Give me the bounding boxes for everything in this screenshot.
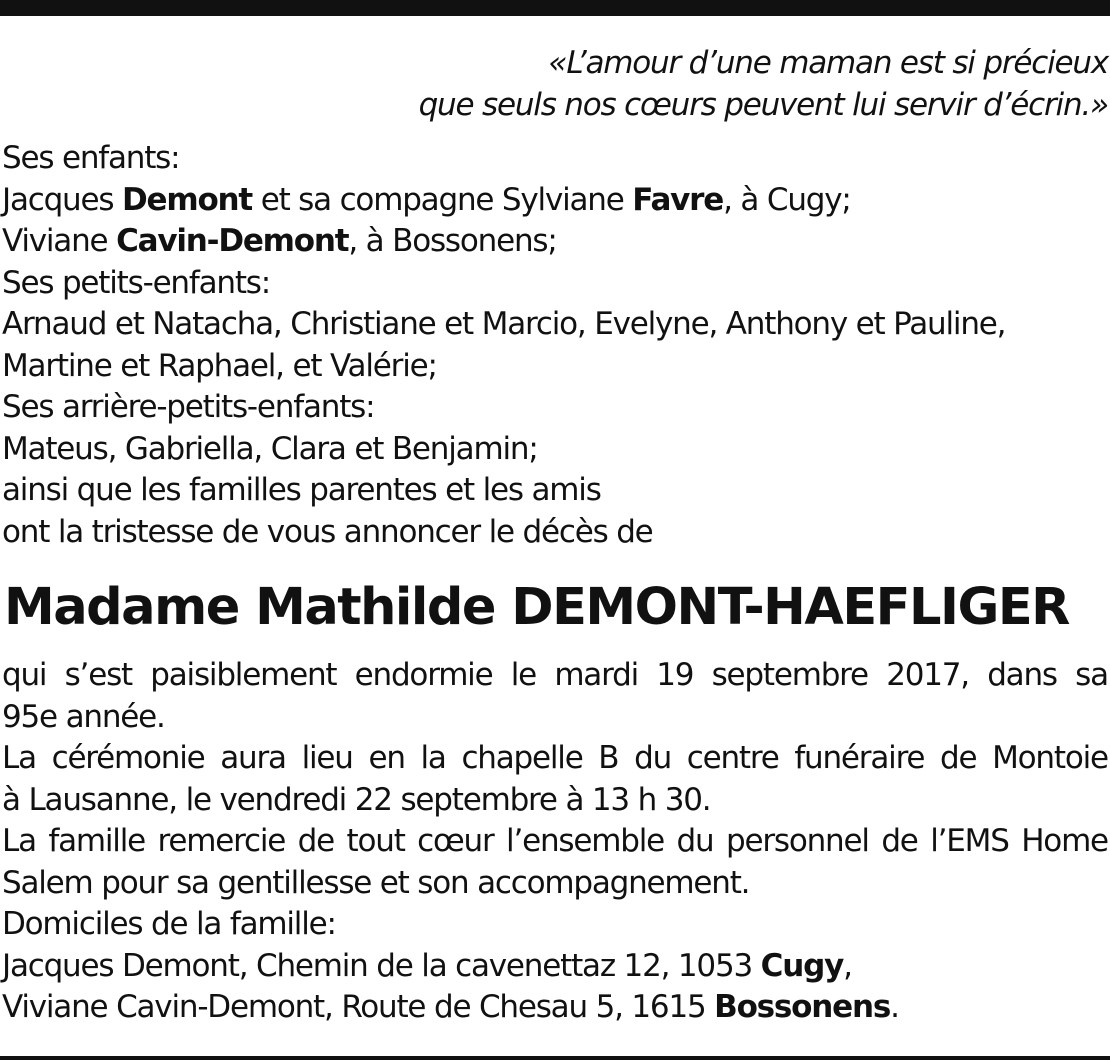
- domicile-1-town: Cugy: [760, 947, 844, 984]
- passing-line-2: 95e année.: [2, 698, 165, 735]
- epigraph-line-1: «L’amour d’une maman est si précieux: [548, 45, 1108, 81]
- domicile-2-address: Viviane Cavin-Demont, Route de Chesau 5, 1615: [2, 989, 715, 1025]
- domiciles-heading: Domiciles de la famille:: [2, 906, 336, 942]
- word: La: [2, 740, 36, 776]
- child-1-place: , à Cugy;: [723, 181, 851, 218]
- word: dans: [987, 657, 1057, 693]
- details-block: [2, 655, 1108, 1029]
- word: 2017,: [886, 657, 969, 693]
- grandchildren-line-1: Arnaud et Natacha, Christiane et Marcio, Evelyne, Anthony et Pauline,: [2, 306, 1006, 342]
- child-1-first-name: Jacques: [2, 181, 114, 218]
- epigraph-quote: [8, 42, 1108, 126]
- grandchildren-line-2: Martine et Raphael, et Valérie;: [2, 347, 437, 384]
- word: La: [2, 823, 36, 859]
- word: du: [676, 823, 714, 859]
- child-1-last-name: Demont: [122, 181, 253, 218]
- child-1-partner-text: et sa compagne Sylviane: [260, 181, 624, 218]
- great-grandchildren-heading: Ses arrière-petits-enfants:: [2, 389, 375, 425]
- word: sa: [1075, 657, 1108, 693]
- child-1-partner-last-name: Favre: [632, 181, 724, 218]
- word: de: [881, 823, 918, 859]
- word: 19: [656, 657, 694, 693]
- word: la: [420, 740, 446, 776]
- domicile-2-punct: .: [890, 989, 899, 1025]
- relatives-line: ainsi que les familles parentes et les amis: [2, 472, 601, 508]
- epigraph-line-2: que seuls nos cœurs peuvent lui servir d’écrin.»: [418, 87, 1108, 123]
- word: septembre: [711, 657, 868, 693]
- thanks-line-1: [2, 821, 1108, 863]
- bottom-border: [0, 1056, 1110, 1060]
- grandchildren-heading: Ses petits-enfants:: [2, 264, 270, 301]
- domicile-2-town: Bossonens: [714, 989, 891, 1025]
- word: remercie: [157, 823, 286, 859]
- passing-line-1: [2, 655, 1108, 697]
- word: chapelle: [461, 740, 583, 776]
- word: Home: [1021, 823, 1108, 859]
- child-2-line: [2, 221, 1108, 263]
- word: B: [598, 740, 619, 776]
- word: centre: [686, 740, 779, 776]
- domicile-1: [2, 946, 1108, 988]
- announcement-line: ont la tristesse de vous annoncer le décès de: [2, 513, 653, 550]
- word: tout: [346, 823, 405, 859]
- word: endormie: [354, 657, 493, 693]
- word: du: [634, 740, 672, 776]
- word: cérémonie: [51, 740, 205, 776]
- word: l’ensemble: [506, 823, 665, 859]
- word: de: [297, 823, 335, 859]
- word: de: [940, 740, 977, 776]
- word: mardi: [554, 657, 638, 693]
- domicile-2: [2, 987, 1108, 1029]
- word: l’EMS: [930, 823, 1009, 859]
- word: lieu: [301, 740, 353, 776]
- word: personnel: [726, 823, 869, 859]
- children-heading: Ses enfants:: [2, 140, 180, 176]
- word: le: [510, 657, 537, 693]
- word: s’est: [64, 657, 132, 693]
- child-2-last-name: Cavin-Demont: [116, 223, 349, 259]
- top-border: [0, 0, 1110, 16]
- ceremony-line-1: [2, 738, 1108, 780]
- family-list: [2, 138, 1108, 553]
- child-2-place: , à Bossonens;: [348, 223, 557, 259]
- word: Montoie: [992, 740, 1108, 776]
- domicile-1-address: Jacques Demont, Chemin de la cavenettaz 12, 1053: [2, 947, 761, 984]
- child-1-line: [2, 180, 1108, 222]
- word: funéraire: [794, 740, 925, 776]
- deceased-name: Madame Mathilde DEMONT-HAEFLIGER: [4, 578, 1069, 637]
- word: aura: [220, 740, 286, 776]
- thanks-line-2: Salem pour sa gentillesse et son accompagnement.: [2, 864, 750, 901]
- word: paisiblement: [150, 657, 337, 693]
- ceremony-line-2: à Lausanne, le vendredi 22 septembre à 13 h 30.: [2, 781, 711, 818]
- domicile-1-punct: ,: [843, 947, 852, 984]
- child-2-first-name: Viviane: [2, 223, 108, 259]
- great-grandchildren-names: Mateus, Gabriella, Clara et Benjamin;: [2, 430, 538, 467]
- word: en: [368, 740, 405, 776]
- word: famille: [48, 823, 146, 859]
- word: cœur: [417, 823, 494, 859]
- word: qui: [2, 657, 47, 693]
